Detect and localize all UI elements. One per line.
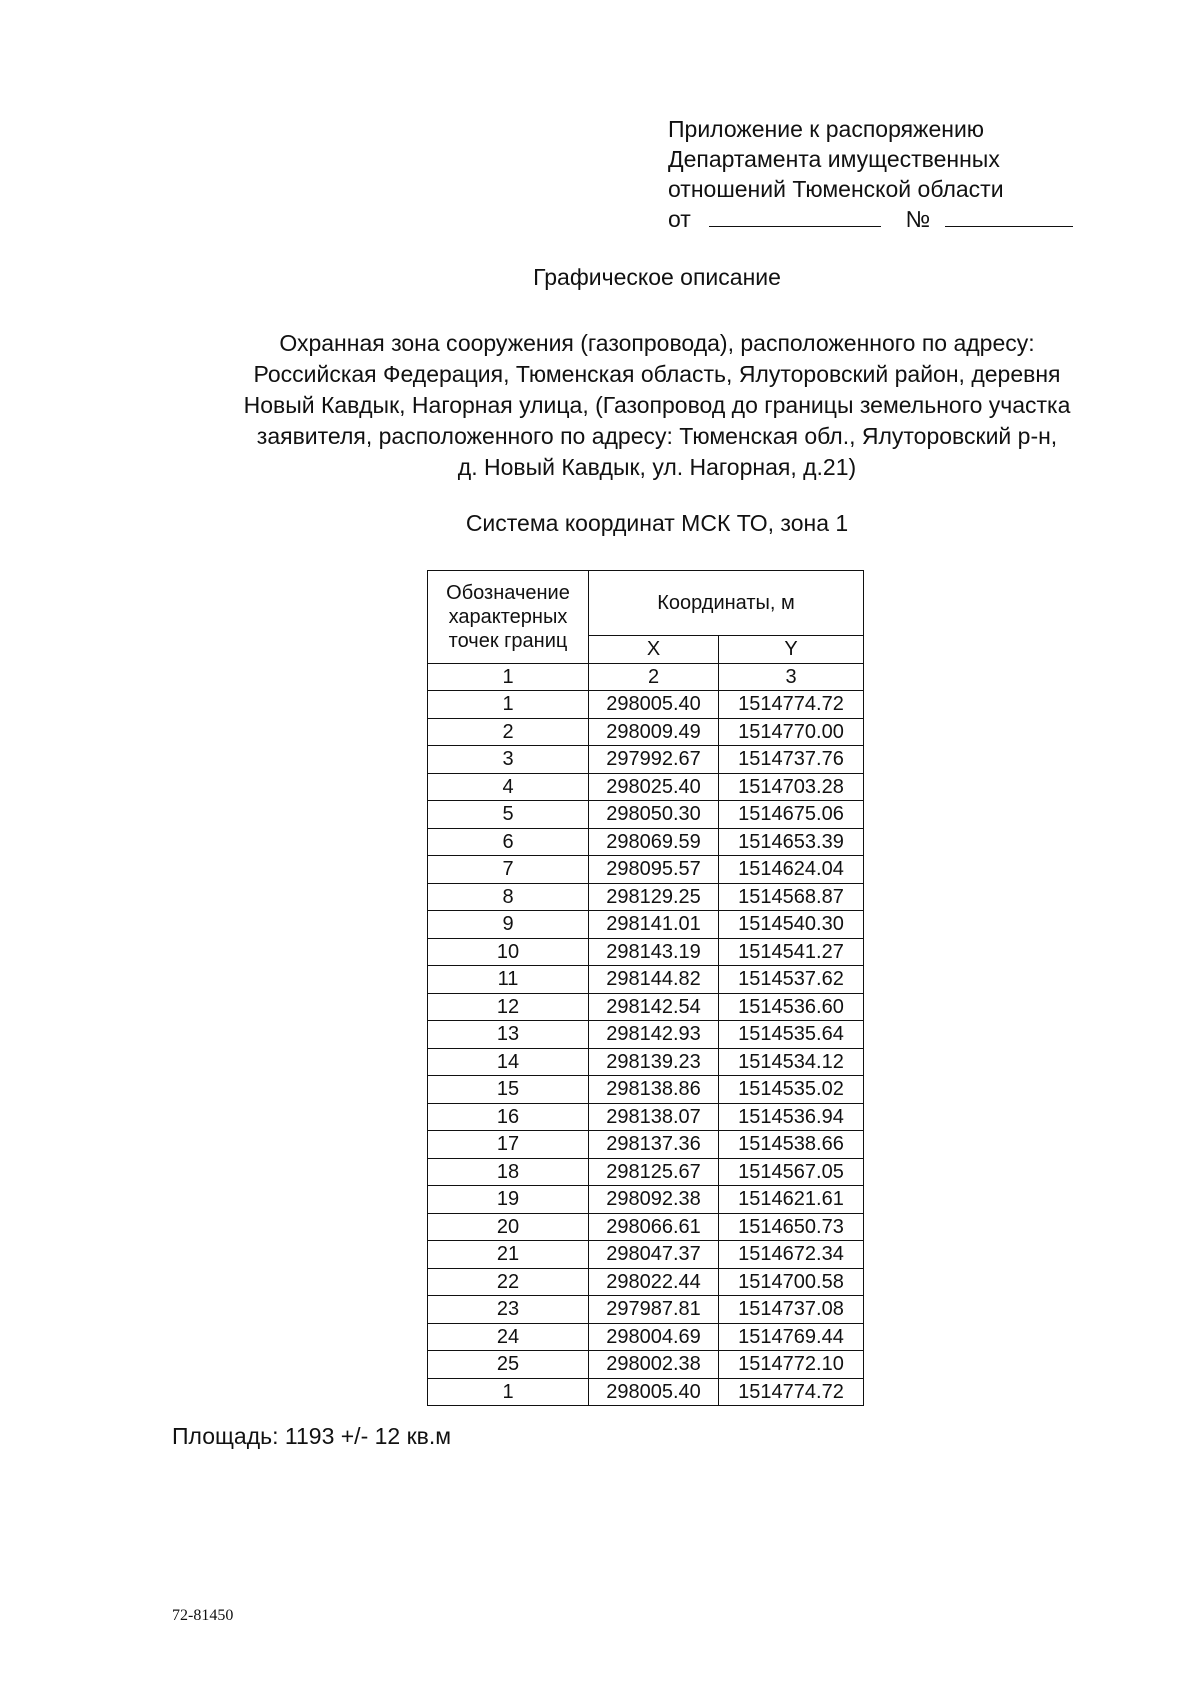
x-coordinate-cell: 298005.40 (589, 691, 719, 719)
y-coordinate-cell: 1514536.60 (719, 993, 864, 1021)
x-coordinate-cell: 298009.49 (589, 718, 719, 746)
x-coordinate-cell: 298047.37 (589, 1241, 719, 1269)
area-label: Площадь: 1193 +/- 12 кв.м (172, 1423, 452, 1449)
point-number-cell: 14 (428, 1048, 589, 1076)
description-line-1: Охранная зона сооружения (газопровода), расположенного по адресу: (279, 330, 1035, 356)
x-coordinate-cell: 298142.54 (589, 993, 719, 1021)
point-number-cell: 2 (428, 718, 589, 746)
y-coordinate-cell: 1514538.66 (719, 1131, 864, 1159)
point-number-cell: 7 (428, 856, 589, 884)
point-number-cell: 19 (428, 1186, 589, 1214)
appendix-date-number-line (668, 204, 1088, 234)
point-number-cell: 1 (428, 1378, 589, 1406)
x-coordinate-cell: 298139.23 (589, 1048, 719, 1076)
table-row (428, 1323, 864, 1351)
point-number-cell: 17 (428, 1131, 589, 1159)
column-number-row (428, 663, 864, 691)
table-row (428, 1351, 864, 1379)
x-coordinate-cell: 298141.01 (589, 911, 719, 939)
x-coordinate-cell: 298138.86 (589, 1076, 719, 1104)
point-number-cell: 13 (428, 1021, 589, 1049)
x-coordinate-cell: 298022.44 (589, 1268, 719, 1296)
y-coordinate-cell: 1514621.61 (719, 1186, 864, 1214)
point-number-cell: 23 (428, 1296, 589, 1324)
point-number-cell: 11 (428, 966, 589, 994)
y-coordinate-cell: 1514672.34 (719, 1241, 864, 1269)
table-row (428, 1021, 864, 1049)
point-number-cell: 25 (428, 1351, 589, 1379)
y-coordinate-cell: 1514567.05 (719, 1158, 864, 1186)
table-row (428, 938, 864, 966)
table-row (428, 883, 864, 911)
y-coordinate-cell: 1514535.64 (719, 1021, 864, 1049)
table-row (428, 773, 864, 801)
coordinate-system-label: Система координат МСК ТО, зона 1 (465, 510, 849, 536)
table-row (428, 1241, 864, 1269)
number-blank (945, 204, 1073, 227)
table-row (428, 1213, 864, 1241)
x-coordinate-cell: 298137.36 (589, 1131, 719, 1159)
points-header-line-1: Обозначение (446, 581, 570, 604)
x-coordinate-cell: 298092.38 (589, 1186, 719, 1214)
table-row (428, 1378, 864, 1406)
table-row (428, 966, 864, 994)
y-coordinate-cell: 1514540.30 (719, 911, 864, 939)
x-coordinate-cell: 298025.40 (589, 773, 719, 801)
points-header (428, 571, 589, 664)
point-number-cell: 18 (428, 1158, 589, 1186)
table-row (428, 1048, 864, 1076)
x-coordinate-cell: 298144.82 (589, 966, 719, 994)
x-coordinate-cell: 298050.30 (589, 801, 719, 829)
coordinates-table-body (428, 691, 864, 1406)
table-row (428, 1158, 864, 1186)
coordinates-header: Координаты, м (589, 571, 864, 636)
x-coordinate-cell: 298143.19 (589, 938, 719, 966)
table-row (428, 993, 864, 1021)
point-number-cell: 10 (428, 938, 589, 966)
appendix-block (668, 114, 1088, 234)
point-number-cell: 24 (428, 1323, 589, 1351)
x-coordinate-cell: 298004.69 (589, 1323, 719, 1351)
registration-number: 72-81450 (172, 1607, 234, 1624)
table-row (428, 1103, 864, 1131)
y-header: Y (719, 636, 864, 664)
point-number-cell: 4 (428, 773, 589, 801)
x-coordinate-cell: 298002.38 (589, 1351, 719, 1379)
y-coordinate-cell: 1514541.27 (719, 938, 864, 966)
point-number-cell: 22 (428, 1268, 589, 1296)
y-coordinate-cell: 1514772.10 (719, 1351, 864, 1379)
description-block (150, 328, 1164, 483)
point-number-cell: 9 (428, 911, 589, 939)
table-row (428, 1076, 864, 1104)
table-row (428, 801, 864, 829)
table-row (428, 691, 864, 719)
y-coordinate-cell: 1514624.04 (719, 856, 864, 884)
y-coordinate-cell: 1514650.73 (719, 1213, 864, 1241)
table-row (428, 1131, 864, 1159)
description-line-5: д. Новый Кавдык, ул. Нагорная, д.21) (457, 454, 857, 480)
column-number-1: 1 (428, 663, 589, 691)
x-coordinate-cell: 298069.59 (589, 828, 719, 856)
y-coordinate-cell: 1514774.72 (719, 691, 864, 719)
number-label: № (905, 206, 931, 232)
point-number-cell: 8 (428, 883, 589, 911)
x-coordinate-cell: 297987.81 (589, 1296, 719, 1324)
y-coordinate-cell: 1514737.08 (719, 1296, 864, 1324)
appendix-line-1: Приложение к распоряжению (668, 116, 985, 142)
x-coordinate-cell: 298138.07 (589, 1103, 719, 1131)
table-row (428, 1296, 864, 1324)
appendix-line-3: отношений Тюменской области (668, 176, 1004, 202)
point-number-cell: 12 (428, 993, 589, 1021)
table-row (428, 1186, 864, 1214)
column-number-3: 3 (719, 663, 864, 691)
x-coordinate-cell: 298005.40 (589, 1378, 719, 1406)
point-number-cell: 15 (428, 1076, 589, 1104)
y-coordinate-cell: 1514774.72 (719, 1378, 864, 1406)
point-number-cell: 6 (428, 828, 589, 856)
table-row (428, 828, 864, 856)
x-coordinate-cell: 298095.57 (589, 856, 719, 884)
point-number-cell: 1 (428, 691, 589, 719)
y-coordinate-cell: 1514700.58 (719, 1268, 864, 1296)
x-coordinate-cell: 298129.25 (589, 883, 719, 911)
point-number-cell: 16 (428, 1103, 589, 1131)
point-number-cell: 5 (428, 801, 589, 829)
appendix-line-2: Департамента имущественных (668, 146, 1000, 172)
y-coordinate-cell: 1514534.12 (719, 1048, 864, 1076)
description-line-4: заявителя, расположенного по адресу: Тюменская обл., Ялуторовский р-н, (256, 423, 1058, 449)
y-coordinate-cell: 1514769.44 (719, 1323, 864, 1351)
description-line-2: Российская Федерация, Тюменская область, Ялуторовский район, деревня (253, 361, 1061, 387)
y-coordinate-cell: 1514535.02 (719, 1076, 864, 1104)
x-header: X (589, 636, 719, 664)
table-row (428, 856, 864, 884)
from-label: от (668, 206, 691, 232)
y-coordinate-cell: 1514675.06 (719, 801, 864, 829)
date-blank (709, 204, 881, 227)
point-number-cell: 21 (428, 1241, 589, 1269)
x-coordinate-cell: 298125.67 (589, 1158, 719, 1186)
table-header-row (428, 571, 864, 636)
points-header-line-2: характерных (448, 605, 568, 628)
y-coordinate-cell: 1514653.39 (719, 828, 864, 856)
table-row (428, 911, 864, 939)
x-coordinate-cell: 298066.61 (589, 1213, 719, 1241)
y-coordinate-cell: 1514536.94 (719, 1103, 864, 1131)
y-coordinate-cell: 1514737.76 (719, 746, 864, 774)
y-coordinate-cell: 1514703.28 (719, 773, 864, 801)
document-title: Графическое описание (533, 264, 781, 290)
point-number-cell: 3 (428, 746, 589, 774)
table-row (428, 718, 864, 746)
y-coordinate-cell: 1514770.00 (719, 718, 864, 746)
x-coordinate-cell: 297992.67 (589, 746, 719, 774)
column-number-2: 2 (589, 663, 719, 691)
x-coordinate-cell: 298142.93 (589, 1021, 719, 1049)
points-header-line-3: точек границ (448, 629, 568, 652)
table-row (428, 1268, 864, 1296)
table-row (428, 746, 864, 774)
description-line-3: Новый Кавдык, Нагорная улица, (Газопровод до границы земельного участка (243, 392, 1071, 418)
y-coordinate-cell: 1514537.62 (719, 966, 864, 994)
coordinates-table (427, 570, 864, 1406)
y-coordinate-cell: 1514568.87 (719, 883, 864, 911)
point-number-cell: 20 (428, 1213, 589, 1241)
